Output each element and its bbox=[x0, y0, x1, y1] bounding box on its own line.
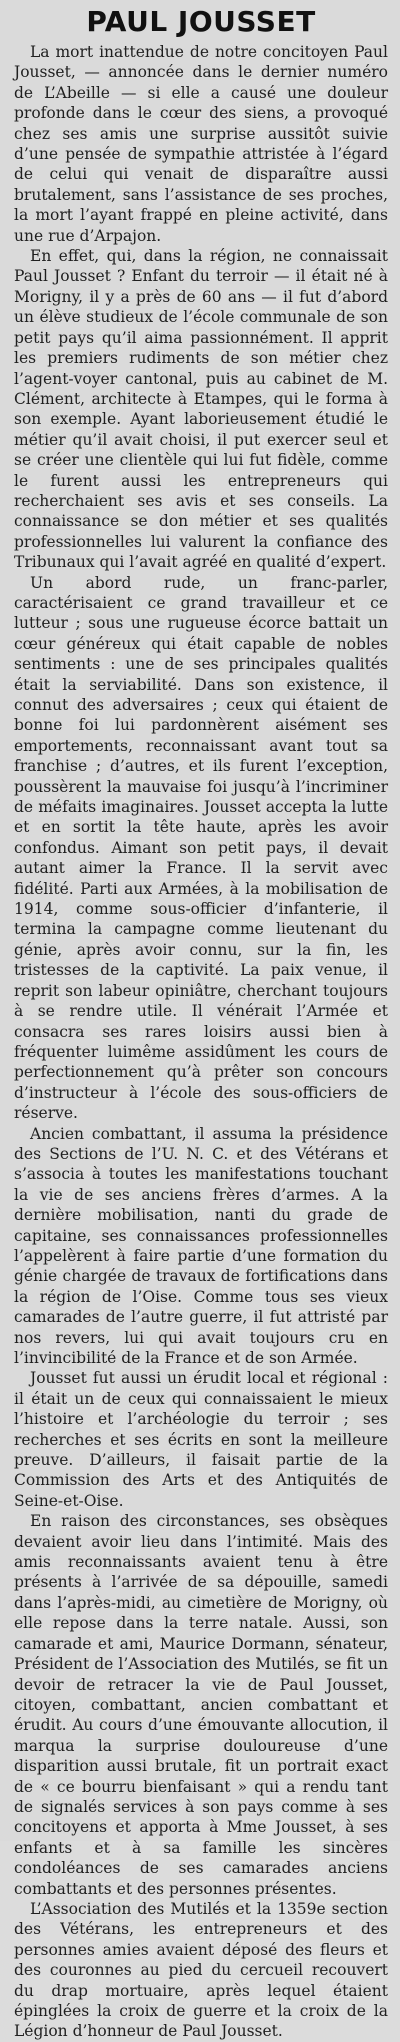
paragraph-7: L’Association des Mutilés et la 1359e section des Vétérans, les entrepreneurs et des personnes amies avaient déposé des fleurs et des couronnes au pied du cercueil recouvert du drap mortuaire, après lequel étaient épinglées la croix de guerre et la croix de la Légion d’honneur de Paul Jousset. bbox=[14, 1899, 388, 2041]
paragraph-4: Ancien combattant, il assuma la présidence des Sections de l’U. N. C. et des Vétérans et s’associa à toutes les manifestations touchant la vie de ses anciens frères d’armes. A la dernière mobilisation, nanti du grade de capitaine, ses connaissances professionnelles l’appelèrent à faire partie d’une formation du génie chargée de travaux de fortifications dans la région de l’Oise. Comme tous ses vieux camarades de l’autre guerre, il fut attristé par nos revers, lui qui avait toujours cru en l’invincibilité de la France et de son Armée. bbox=[14, 1124, 388, 1367]
paragraph-3: Un abord rude, un franc-parler, caractérisaient ce grand travailleur et ce lutteur ; sous une rugueuse écorce battait un cœur généreux qui était capable de nobles sentiments : une de ses principales qualités était la serviabilité. Dans son existence, il connut des adversaires ; ceux qui étaient de bonne foi lui pardonnèrent aisément ses emportements, reconnaissant avant tout sa franchise ; d’autres, et ils furent l’exception, poussèrent la mauvaise foi jusqu’à l’incriminer de méfaits imaginaires. Jousset accepta la lutte et en sortit la tête haute, après les avoir confondus. Aimant son petit pays, il devait autant aimer la France. Il la servit avec fidélité. Parti aux Armées, à la mobilisation de 1914, comme sous-officier d’infanterie, il termina la campagne comme lieutenant du génie, après avoir connu, sur la fin, les tristesses de la captivité. La paix venue, il reprit son labeur opiniâtre, cherchant toujours à se rendre utile. Il vénérait l’Armée et consacra ses rares loisirs aussi bien à fréquenter luimême assidûment les cours de perfectionnement qu’à prêter son concours d’instructeur à l’école des sous-officiers de réserve. bbox=[14, 573, 388, 1123]
paragraph-1: La mort inattendue de notre concitoyen Paul Jousset, — annoncée dans le dernier numéro de L’Abeille — si elle a causé une douleur profonde dans le cœur des siens, a provoqué chez ses amis une surprise aussitôt suivie d’une pensée de sympathie attristée à l’égard de celui qui venait de disparaître aussi brutalement, sans l’assistance de ses proches, la mort l’ayant frappé en pleine activité, dans une rue d’Arpajon. bbox=[14, 43, 388, 245]
paragraph-5: Jousset fut aussi un érudit local et régional : il était un de ceux qui connaissaient le mieux l’histoire et l’archéologie du terroir ; ses recherches et ses écrits en sont la meilleure preuve. D’ailleurs, il faisait partie de la Commission des Arts et des Antiquités de Seine-et-Oise. bbox=[14, 1369, 388, 1510]
paragraph-6: En raison des circonstances, ses obsèques devaient avoir lieu dans l’intimité. Mais des amis reconnaissants avaient tenu à être présents à l’arrivée de sa dépouille, samedi dans l’après-midi, au cimetière de Morigny, où elle repose dans la terre natale. Aussi, son camarade et ami, Maurice Dormann, sénateur, Président de l’Association des Mutilés, se fit un devoir de retracer la vie de Paul Jousset, citoyen, combattant, ancien combattant et érudit. Au cours d’une émouvante allocution, il marqua la surprise douloureuse d’une disparition aussi brutale, fit un portrait exact de « ce bourru bienfaisant » qui a rendu tant de signalés services à son pays comme à ses concitoyens et apporta à Mme Jousset, à ses enfants et à sa famille les sincères condoléances de ses camarades anciens combattants et des personnes présentes. bbox=[14, 1512, 388, 1898]
paragraph-2: En effet, qui, dans la région, ne connaissait Paul Jousset ? Enfant du terroir — il était né à Morigny, il y a près de 60 ans — il fut d’abord un élève studieux de l’école communale de son petit pays qu’il aima passionnément. Il apprit les premiers rudiments de son métier chez l’agent-voyer cantonal, puis au cabinet de M. Clément, architecte à Etampes, qui le forma à son exemple. Ayant laborieusement étudié le métier qu’il avait choisi, il put exercer seul et se créer une clientèle qui lui fut fidèle, comme le furent aussi les entrepreneurs qui recherchaient ses avis et ses conseils. La connaissance se don métier et ses qualités professionnelles lui valurent la confiance des Tribunaux qui l’avait agréé en qualité d’expert. bbox=[14, 247, 388, 572]
article-title: PAUL JOUSSET bbox=[86, 5, 316, 38]
article-body bbox=[14, 42, 388, 2042]
